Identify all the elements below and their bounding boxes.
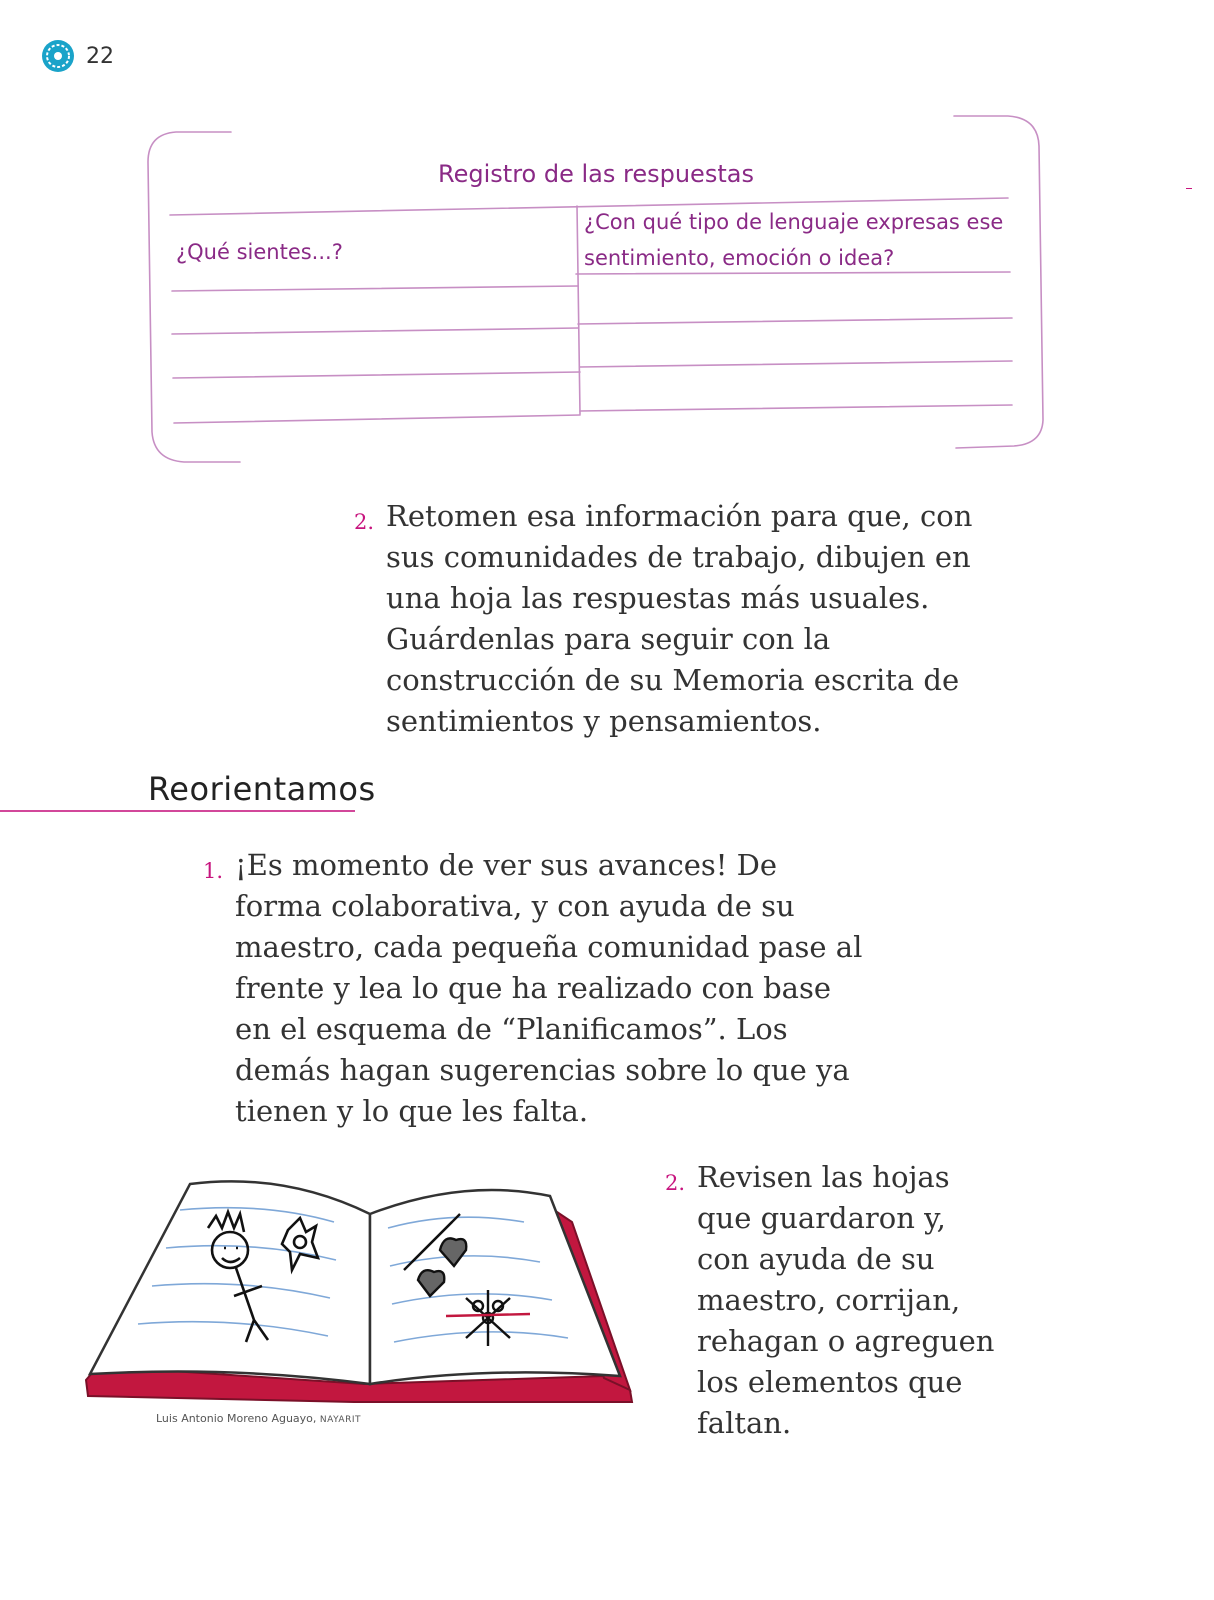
credit-region: NAYARIT <box>319 1415 361 1425</box>
item-text: Revisen las hojas que guardaron y, con ayuda de su maestro, corrijan, rehagan o agreguen los elementos que faltan. <box>697 1160 995 1440</box>
column-header-language: ¿Con qué tipo de lenguaje expresas ese sentimiento, emoción o idea? <box>584 210 1004 270</box>
item-text: Retomen esa información para que, con sus comunidades de trabajo, dibujen en una hoja las respuestas más usuales. Guárdenlas para seguir con la construcción de su Memoria escrita de sentimientos y pensamientos. <box>386 499 973 738</box>
item-text: ¡Es momento de ver sus avances! De forma colaborativa, y con ayuda de su maestro, cada pequeña comunidad pase al frente y lea lo que ha realizado con base en el esquema de “Planificamos”. Los demás hagan sugerencias sobre lo que ya tienen y lo que les falta. <box>235 848 863 1128</box>
item-number: 2. <box>665 1171 686 1195</box>
item-number: 2. <box>354 510 375 534</box>
credit-author: Luis Antonio Moreno Aguayo, <box>156 1412 317 1425</box>
section-title: Reorientamos <box>148 770 376 808</box>
register-title: Registro de las respuestas <box>438 160 754 188</box>
open-book-illustration <box>84 1170 636 1410</box>
reorient-item-2 <box>665 1157 995 1444</box>
activity-item-2-top <box>354 496 994 742</box>
page-header <box>40 38 114 74</box>
register-card <box>146 114 1046 464</box>
page-number: 22 <box>86 43 114 69</box>
section-underline <box>0 810 355 812</box>
column-header-feelings: ¿Qué sientes...? <box>176 240 343 264</box>
sun-emblem-icon <box>40 38 76 74</box>
item-number: 1. <box>203 859 224 883</box>
edge-mark <box>1186 188 1192 189</box>
reorient-item-1 <box>203 845 863 1132</box>
illustration-credit <box>156 1412 361 1425</box>
